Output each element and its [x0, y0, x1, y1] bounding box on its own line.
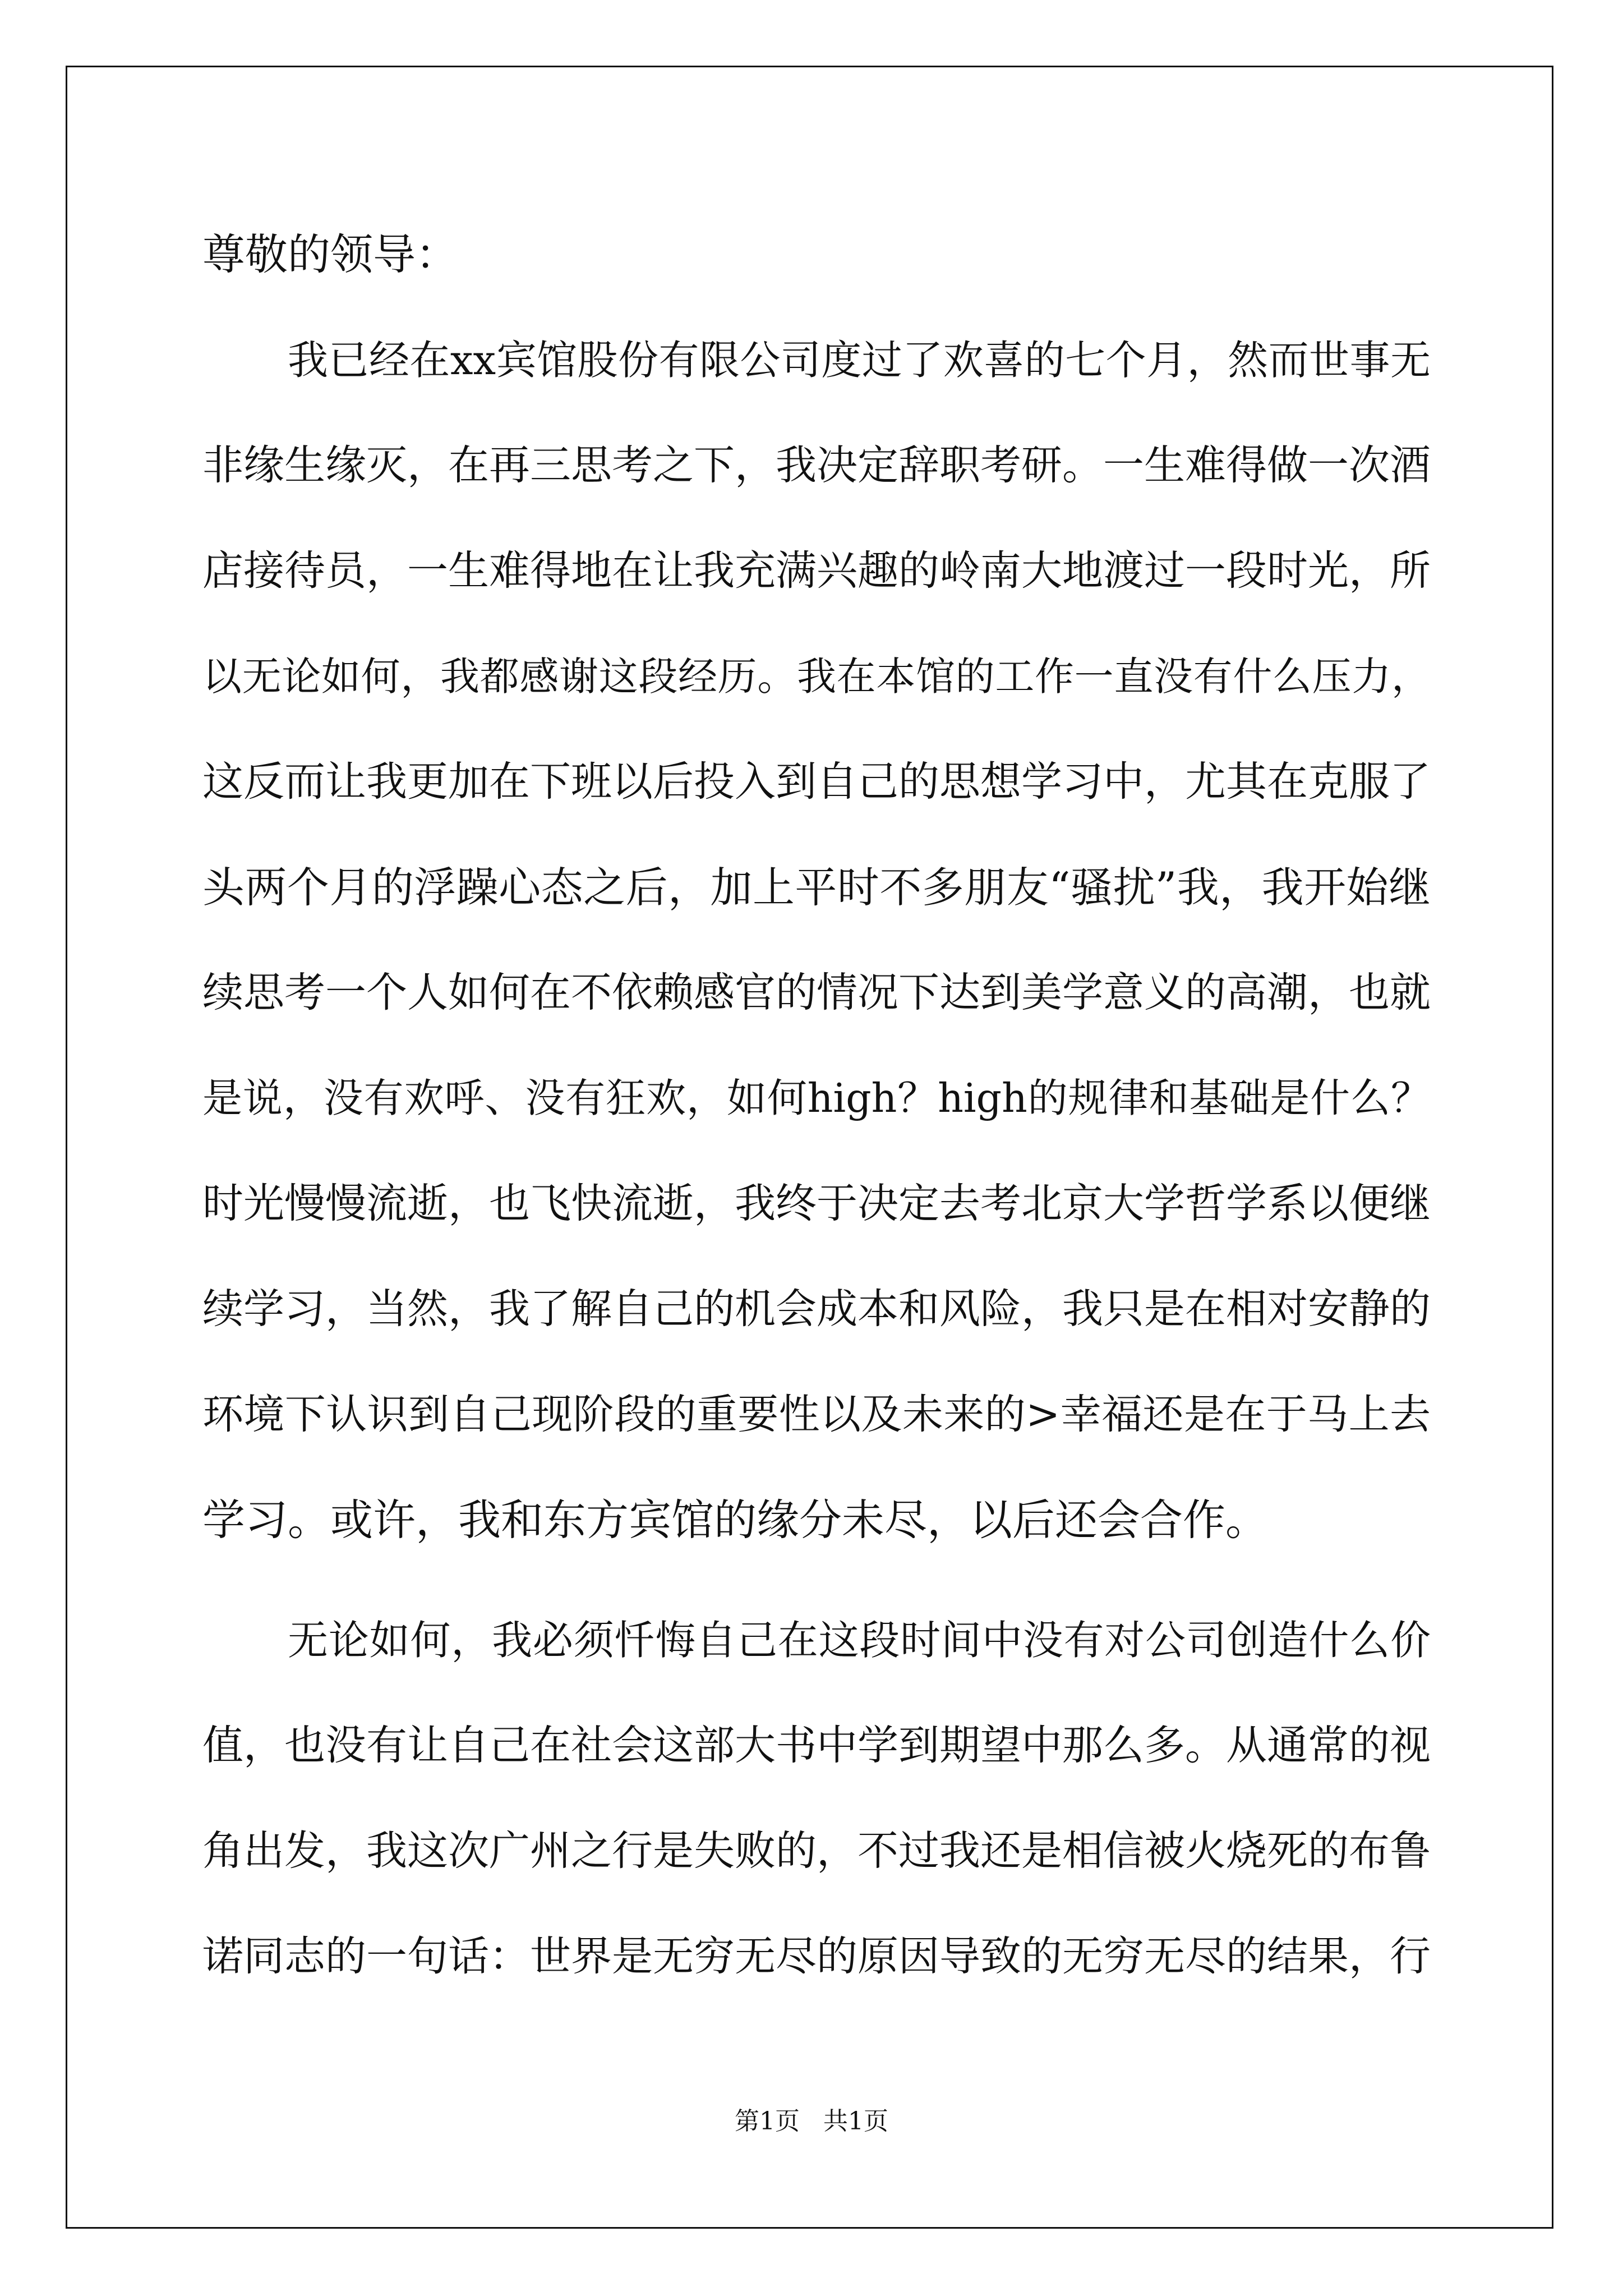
text-line: 我已经在xx宾馆股份有限公司度过了欢喜的七个月，然而世事无 — [288, 337, 1431, 384]
text-line: 值，也没有让自己在社会这部大书中学到期望中那么多。从通常的视 — [202, 1722, 1431, 1769]
text-line: 学习。或许，我和东方宾馆的缘分未尽，以后还会合作。 — [202, 1495, 1268, 1545]
salutation: 尊敬的领导： — [202, 229, 458, 279]
page-footer: 第1页 共1页 — [735, 2107, 888, 2136]
text-line: 这反而让我更加在下班以后投入到自己的思想学习中，尤其在克服了 — [202, 758, 1431, 806]
paragraph-1 — [202, 307, 1431, 1573]
text-line: 续学习，当然，我了解自己的机会成本和风险，我只是在相对安静的 — [202, 1285, 1431, 1333]
letter-body — [202, 202, 1431, 2009]
text-line: 角出发，我这次广州之行是失败的，不过我还是相信被火烧死的布鲁 — [202, 1827, 1431, 1875]
text-line: 时光慢慢流逝，也飞快流逝，我终于决定去考北京大学哲学系以便继 — [202, 1180, 1431, 1227]
paragraph-2 — [202, 1588, 1431, 2009]
text-line: 头两个月的浮躁心态之后，加上平时不多朋友“骚扰”我，我开始继 — [202, 863, 1431, 912]
text-line: 非缘生缘灭，在再三思考之下，我决定辞职考研。一生难得做一次酒 — [202, 441, 1431, 489]
text-line: 续思考一个人如何在不依赖感官的情况下达到美学意义的高潮，也就 — [202, 969, 1431, 1016]
text-line: 诺同志的一句话：世界是无穷无尽的原因导致的无穷无尽的结果，行 — [202, 1932, 1431, 1980]
text-line: 无论如何，我必须忏悔自己在这段时间中没有对公司创造什么价 — [288, 1617, 1431, 1664]
text-line: 环境下认识到自己现阶段的重要性以及未来的>幸福还是在于马上去 — [202, 1391, 1431, 1438]
text-line: 以无论如何，我都感谢这段经历。我在本馆的工作一直没有什么压力， — [202, 654, 1431, 700]
text-line: 店接待员，一生难得地在让我充满兴趣的岭南大地渡过一段时光，所 — [202, 547, 1431, 595]
text-line: 是说，没有欢呼、没有狂欢，如何high？high的规律和基础是什么？ — [202, 1075, 1431, 1121]
